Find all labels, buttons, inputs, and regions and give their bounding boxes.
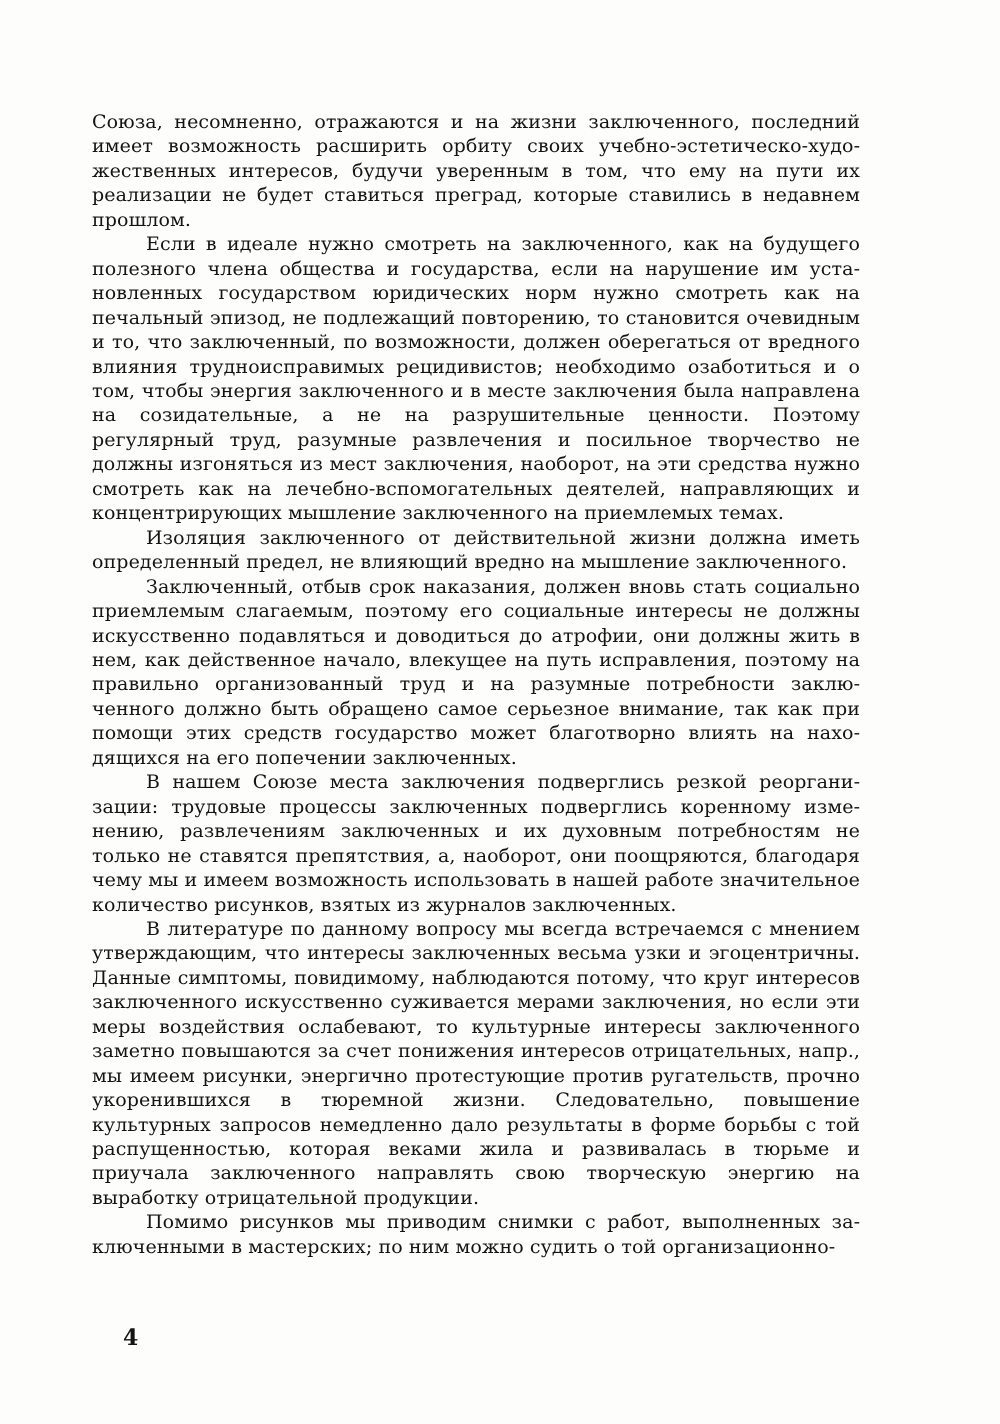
body-text (92, 110, 860, 1259)
paragraph-7: Помимо рисунков мы приводим снимки с работ, выполненных заключенными в мастерских; по ним можно судить о той организационно- (92, 1211, 860, 1258)
paragraph-2: Если в идеале нужно смотреть на заключенного, как на будущего полезного члена общества и государства, если на нарушение им установленных государством юридических норм нужно смотреть как на печальный эпизод, не подлежащий повторению, то становится очевидным и то, что заключенный, по возможности, должен оберегаться от вредного влияния трудноисправимых рецидивистов; необходимо озаботиться и о том, чтобы энергия заключенного и в месте заключения была направлена на созидательные, а не на разрушительные ценности. Поэтому регулярный труд, разумные развлечения и посильное творчество не должны изгоняться из мест заключения, наоборот, на эти средства нужно смотреть как на лечебно-вспомогательных деятелей, направляющих и концентрирующих мышление заключенного на приемлемых темах. (92, 233, 860, 525)
paragraph-1: Союза, несомненно, отражаются и на жизни заключенного, последний имеет возможность расширить орбиту своих учебно-эстетическо-художественных интересов, будучи уверенным в том, что ему на пути их реализации не будет ставиться преград, которые ставились в недавнем прошлом. (92, 111, 860, 231)
paragraph-3: Изоляция заключенного от действительной жизни должна иметь определенный предел, не влияющий вредно на мышление заключенного. (92, 526, 860, 574)
paragraph-6: В литературе по данному вопросу мы всегда встречаемся с мнением утверждающим, что интересы заключенных весьма узки и эгоцентричны. Данные симптомы, повидимому, наблюдаются потому, что круг интересов заключенного искусственно суживается мерами заключения, но если эти меры воздействия ослабевают, то культурные интересы заключенного заметно повышаются за счет понижения интересов отрицательных, напр., мы имеем рисунки, энергично протестующие против ругательств, прочно укоренившихся в тюремной жизни. Следовательно, повышение культурных запросов немедленно дало результаты в форме борьбы с той распущенностью, которая веками жила и развивалась в тюрьме и приучала заключенного направлять свою творческую энергию на выработку отрицательной продукции. (92, 917, 860, 1209)
paragraph-5: В нашем Союзе места заключения подверглись резкой реорганизации: трудовые процессы заключенных подверглись коренному изменению, развлечениям заключенных и их духовным потребностям не только не ставятся препятствия, а, наоборот, они поощряются, благодаря чему мы и имеем возможность использовать в нашей работе значительное количество рисунков, взятых из журналов заключенных. (92, 771, 860, 916)
paragraph-4: Заключенный, отбыв срок наказания, должен вновь стать социально приемлемым слагаемым, поэтому его социальные интересы не должны искусственно подавляться и доводиться до атрофии, они должны жить в нем, как действенное начало, влекущее на путь исправления, поэтому на правильно организованный труд и на разумные потребности заключенного должно быть обращено самое серьезное внимание, так как при помощи этих средств государство может благотворно влиять на находящихся на его попечении заключенных. (92, 575, 860, 769)
page-number: 4 (123, 1325, 139, 1351)
